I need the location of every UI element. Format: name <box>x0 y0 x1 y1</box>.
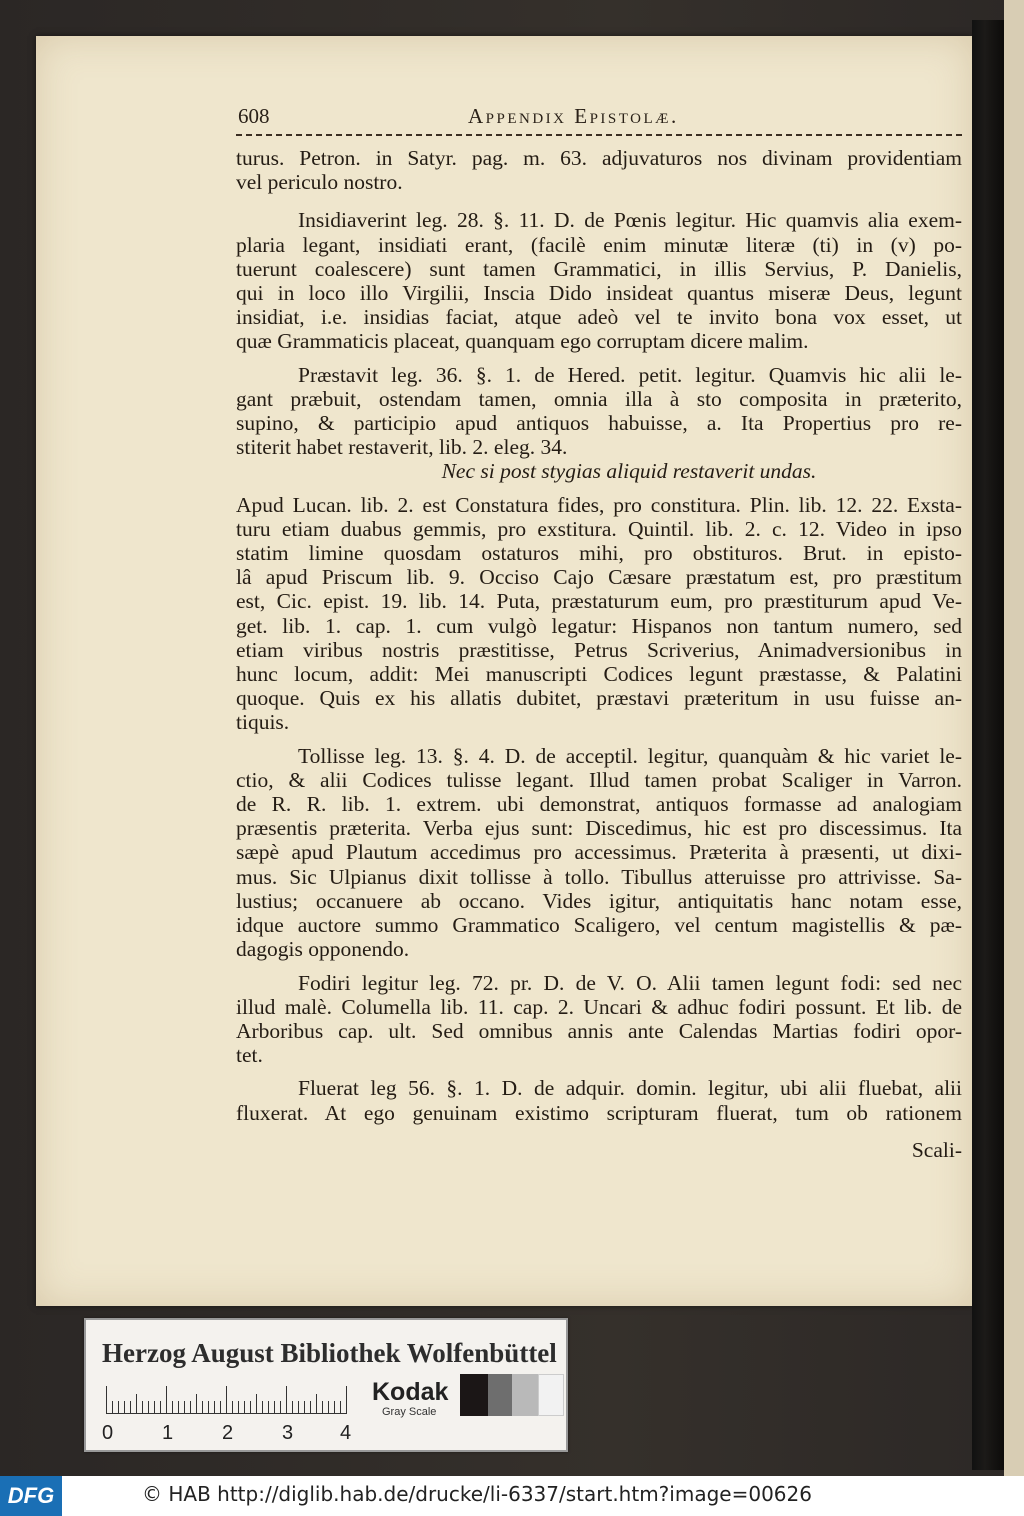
library-name: Herzog August Bibliothek Wolfenbüttel <box>102 1338 557 1368</box>
body-text <box>236 146 962 1134</box>
header-rule <box>236 134 962 136</box>
ruler-tick <box>124 1401 125 1414</box>
ruler-number: 3 <box>282 1422 294 1444</box>
text-line: gant præbuit, ostendam tamen, omnia illa à sto composita in præterito, <box>236 386 962 411</box>
text-line: turu etiam duabus gemmis, pro exstitura. Quintil. lib. 2. c. 12. Video in ipso <box>236 516 962 541</box>
ruler-tick <box>106 1386 107 1414</box>
text-line: quoque. Quis ex his allatis dubitet, præstavi præteritum in usu fuisse an- <box>236 686 962 711</box>
text-line: qui in loco illo Virgilii, Inscia Dido insideat quantus miseræ Deus, legunt <box>236 281 962 306</box>
ruler-tick <box>280 1401 281 1414</box>
ruler-tick <box>172 1401 173 1414</box>
paragraph <box>236 744 962 962</box>
dfg-logo[interactable]: DFG <box>0 1476 62 1516</box>
text-line: tiquis. <box>236 710 290 735</box>
ruler-tick <box>196 1394 197 1414</box>
ruler-tick <box>142 1401 143 1414</box>
ruler-tick <box>334 1401 335 1414</box>
facing-page-edge <box>1004 0 1024 1476</box>
paragraph <box>236 208 962 353</box>
ruler-tick <box>322 1401 323 1414</box>
text-line: vel periculo nostro. <box>236 170 403 195</box>
ruler-tick <box>112 1401 113 1414</box>
ruler-tick <box>316 1394 317 1414</box>
ruler-tick <box>232 1401 233 1414</box>
paragraph <box>236 1076 962 1124</box>
paragraph <box>236 363 962 484</box>
ruler-tick <box>286 1386 287 1414</box>
text-line: sæpè apud Plautum accedimus pro accessimus. Præterita à præsenti, ut dixi- <box>236 840 962 865</box>
paragraph <box>236 971 962 1068</box>
ruler-tick <box>250 1401 251 1414</box>
ruler-tick <box>298 1401 299 1414</box>
ruler-tick <box>190 1401 191 1414</box>
book-spine <box>972 20 1004 1470</box>
gray-patch <box>488 1374 512 1416</box>
gray-patch <box>538 1374 564 1416</box>
ruler-scale <box>106 1384 346 1414</box>
text-line: lâ apud Priscum lib. 9. Occiso Cajo Cæsare præstatum est, pro præstitum <box>236 565 962 590</box>
ruler-tick <box>178 1401 179 1414</box>
text-line: Fodiri legitur leg. 72. pr. D. de V. O. Alii tamen legunt fodi: sed nec <box>298 970 962 995</box>
ruler-tick <box>328 1401 329 1414</box>
ruler-tick <box>202 1401 203 1414</box>
text-line: tet. <box>236 1043 263 1068</box>
verse-quotation: Nec si post stygias aliquid restaverit undas. <box>441 459 817 484</box>
ruler-tick <box>136 1394 137 1414</box>
text-line: præsentis præterita. Verba ejus sunt: Discedimus, hic est pro discessimus. Ita <box>236 816 962 841</box>
text-line: illud malè. Columella lib. 11. cap. 2. Uncari & adhuc fodiri possunt. Et lib. de <box>236 994 962 1019</box>
text-line: Arboribus cap. ult. Sed omnibus annis ante Calendas Martias fodiri opor- <box>236 1018 962 1043</box>
catchword: Scali- <box>911 1138 962 1162</box>
page-number: 608 <box>238 104 270 128</box>
gray-scale-label: Gray Scale <box>382 1406 437 1418</box>
page-header <box>236 104 962 136</box>
ruler-number: 4 <box>340 1422 352 1444</box>
ruler-tick <box>214 1401 215 1414</box>
ruler-tick <box>166 1386 167 1414</box>
text-line: Præstavit leg. 36. §. 1. de Hered. petit. legitur. Quamvis hic alii le- <box>298 362 962 387</box>
ruler-tick <box>262 1401 263 1414</box>
text-line: quæ Grammaticis placeat, quanquam ego corruptam dicere malim. <box>236 329 809 354</box>
running-title: Appendix Epistolæ. <box>468 104 679 128</box>
text-line: Fluerat leg 56. §. 1. D. de adquir. domin. legitur, ubi alii fluebat, alii <box>298 1076 962 1101</box>
footer-bar <box>0 1476 1024 1516</box>
text-line: de R. R. lib. 1. extrem. ubi demonstrat, antiquos formasse ad analogiam <box>236 792 962 817</box>
text-line: statim limine quosdam ostaturos mihi, pro obstituros. Brut. in episto- <box>236 541 962 566</box>
text-line: get. lib. 1. cap. 1. cum vulgò legatur: Hispanos non tantum numero, sed <box>236 613 962 638</box>
ruler-tick <box>292 1401 293 1414</box>
text-line: Tollisse leg. 13. §. 4. D. de acceptil. legitur, quanquàm & hic variet le- <box>298 743 962 768</box>
text-line: turus. Petron. in Satyr. pag. m. 63. adjuvaturos nos divinam providentiam <box>236 146 962 170</box>
text-line: Apud Lucan. lib. 2. est Constatura fides, pro constitura. Plin. lib. 12. 22. Exsta- <box>236 492 962 517</box>
text-line: est, Cic. epist. 19. lib. 14. Puta, præstaturum eum, pro præstiturum apud Ve- <box>236 589 962 614</box>
color-target-card <box>84 1318 568 1452</box>
ruler-tick <box>304 1401 305 1414</box>
ruler-tick <box>346 1386 347 1414</box>
text-line: dagogis opponendo. <box>236 937 410 962</box>
ruler-tick <box>226 1386 227 1414</box>
text-line: hunc locum, addit: Mei manuscripti Codices legunt præstasse, & Palatini <box>236 662 962 687</box>
ruler-tick <box>244 1401 245 1414</box>
text-line: etiam viribus nostris præstitisse, Petrus Scriverius, Animadversionibus in <box>236 637 962 662</box>
kodak-logo: Kodak <box>372 1378 449 1406</box>
ruler-tick <box>184 1401 185 1414</box>
text-line: plaria legant, insidiati erant, (facilè enim minutæ literæ (ti) in (v) po- <box>236 232 962 257</box>
gray-patch <box>460 1374 488 1416</box>
ruler-number: 1 <box>162 1422 174 1444</box>
ruler-tick <box>130 1401 131 1414</box>
ruler-tick <box>148 1401 149 1414</box>
ruler-tick <box>208 1401 209 1414</box>
ruler-tick <box>154 1401 155 1414</box>
ruler-number: 2 <box>222 1422 234 1444</box>
text-line: supino, & participio apud antiquos habuisse, a. Ita Propertius pro re- <box>236 411 962 436</box>
ruler-tick <box>310 1401 311 1414</box>
paragraph <box>236 146 962 194</box>
text-line: Insidiaverint leg. 28. §. 11. D. de Pœnis legitur. Hic quamvis alia exem- <box>298 208 962 233</box>
ruler-tick <box>220 1401 221 1414</box>
paragraph <box>236 493 962 735</box>
text-line: tuerunt coalescere) sunt tamen Grammatici, in illis Servius, P. Danielis, <box>236 256 962 281</box>
copyright-link[interactable]: © HAB http://diglib.hab.de/drucke/li-6337/start.htm?image=00626 <box>142 1482 812 1506</box>
ruler-tick <box>256 1394 257 1414</box>
gray-patch <box>512 1374 538 1416</box>
ruler-tick <box>238 1401 239 1414</box>
ruler-tick <box>268 1401 269 1414</box>
text-line: insidiat, i.e. insidias faciat, atque adeò vel te invito bona vox esset, ut <box>236 305 962 330</box>
ruler-tick <box>340 1401 341 1414</box>
text-line: lustius; occanuere ab occano. Vides igitur, antiquitatis hanc notam esse, <box>236 888 962 913</box>
text-line: ctio, & alii Codices tulisse legant. Illud tamen probat Scaliger in Varron. <box>236 767 962 792</box>
ruler-tick <box>160 1401 161 1414</box>
ruler-tick <box>274 1401 275 1414</box>
text-line: mus. Sic Ulpianus dixit tollisse à tollo. Tibullus atteruisse pro attrivisse. Sa- <box>236 864 962 889</box>
text-line: idque auctore summo Grammatico Scaligero, vel centum magistellis & pæ- <box>236 913 962 938</box>
text-line: stiterit habet restaverit, lib. 2. eleg. 34. <box>236 435 568 460</box>
ruler-number: 0 <box>102 1422 114 1444</box>
ruler-tick <box>118 1401 119 1414</box>
text-line: fluxerat. At ego genuinam existimo scripturam fluerat, tum ob rationem <box>236 1100 962 1125</box>
